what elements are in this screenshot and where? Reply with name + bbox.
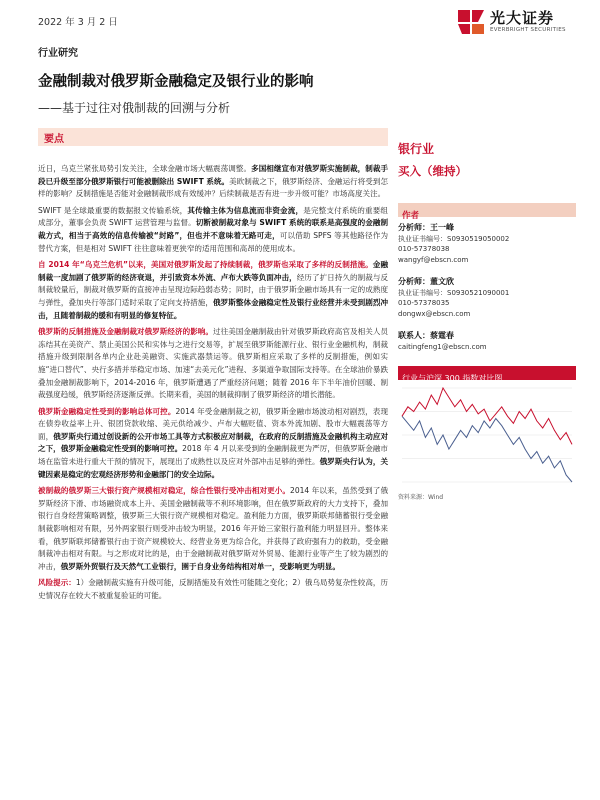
contact-name: 联系人：蔡霆春 (398, 331, 454, 340)
analyst-card (398, 223, 588, 265)
intro-text-a: 近日，乌克兰紧张局势引发关注，全球金融市场大幅震荡调整。 (38, 164, 252, 173)
analyst-name: 分析师：王一峰 (398, 223, 454, 232)
industry-label: 银行业 (398, 142, 435, 156)
chart-header (398, 366, 576, 383)
risk-text: 1）金融制裁实施有升级可能，反制措施及有效性可能随之变化；2）俄乌局势复杂性较高，历史情况存在较大不被重复验证的可能。 (38, 578, 388, 600)
countermeasures-heading: 俄罗斯的反制措施及金融制裁对俄罗斯经济的影响。 (38, 327, 214, 337)
swift-text-d: 切断被制裁对象与 SWIFT 系统的联系是高强度的金融制裁方式，相当于高效的信息传输被“封路”，但也并不意味着无路可走， (38, 218, 388, 240)
risk-heading: 风险提示： (38, 578, 76, 588)
chart-series-line-1 (402, 416, 572, 482)
analyst-license: 执业证书编号：S0930521090001 (398, 288, 510, 297)
contact-email[interactable]: caitingfeng1@ebscn.com (398, 342, 487, 351)
chart-source: 资料来源：Wind (398, 494, 444, 501)
rating-label: 买入（维持） (398, 164, 467, 178)
contact-card (398, 331, 588, 352)
authors-title: 作者 (402, 211, 420, 221)
history-text-b: 经历了扩日持久的制裁与反制裁较量后，制裁对俄罗斯的直接冲击呈现边际趋弱态势；同时，由于俄罗斯金融市场具有一定的成熟度与弹性，叠加央行等部门适时采取了定向支持措施， (38, 272, 388, 307)
logo-chinese-name: 光大证券 (490, 9, 555, 27)
banks-heading: 被制裁的俄罗斯三大银行资产规模相对稳定，综合性银行受冲击相对更小。 (38, 486, 291, 496)
analyst-license: 执业证书编号：S0930519050002 (398, 234, 510, 243)
sidebar (398, 140, 588, 352)
analyst-name: 分析师：董文欣 (398, 277, 454, 286)
paragraph-banks (38, 485, 388, 573)
chart-title: 行业与沪深 300 指数对比图 (402, 374, 503, 383)
report-subtitle: ——基于过往对俄制裁的回溯与分析 (38, 101, 231, 115)
paragraph-sanctions-history (38, 259, 388, 322)
key-points-title: 要点 (44, 134, 64, 145)
brand-logo (456, 6, 596, 42)
key-points-header (38, 128, 388, 146)
paragraph-swift (38, 205, 388, 255)
paragraph-financial-stability (38, 406, 388, 482)
stability-text-c: 2018 年 4 月以来受到的金融制裁更为严厉，但俄罗斯金融市场在监管未进行重大干预的情况下，展现出了成熟性以及应对外部冲击足够的弹性。 (38, 444, 388, 467)
banks-text-b: 俄罗斯外贸银行及天然气工业银行，圉于自身业务结构相对单一，受影响更为明显。 (60, 561, 340, 571)
authors-header (398, 203, 576, 221)
analyst-email[interactable]: wangyf@ebscn.com (398, 255, 469, 264)
analyst-phone: 010-57378038 (398, 245, 450, 253)
report-date: 2022 年 3 月 2 日 (38, 17, 118, 28)
swift-text-a: SWIFT 是全球最重要的数据报文传输系统， (38, 205, 188, 215)
countermeasures-text: 过往美国金融制裁由针对俄罗斯政府高官及相关人员冻结其在美资产、禁止美国公民和实体与之进行交易等，扩展至俄罗斯能源行业、银行业金融机构，制裁措施升级到限制各单内企业赴美融资、实施武器禁运等。俄罗斯相应采取了多样的反制措施，例如实施“进口替代”、央行多措并举稳定市场、加速“去美元化”进程、多渠道争取国际支持等。在全球油价暴跌叠加金融制裁影响下，2014-2016 年，俄罗斯遭遇了严重经济问题；随着 2016 年下半年油价回暖、制裁强度趋缓，俄罗斯经济逐渐反弹。长期来看，美国的制裁抑制了俄罗斯经济的增长潜能。 (38, 327, 388, 400)
banks-text-a: 2014 年以来，虽然受到了俄罗斯经济下滑、市场融资成本上升、美国金融制裁等不利环境影响，但在俄罗斯政府的大力支持下，叠加银行自身经营策略调整，俄罗斯三大银行资产规模相对稳定。盈利能力方面，俄罗斯联邦储蓄银行受金融制裁影响相对有限，另外两家银行则受冲击较为明显，2016 年开始三家银行盈利能力明显回升。整体来看，俄罗斯联邦储蓄银行由于资产规模较大、经营业务更为综合化，并获得了政府强有力的救助，受金融制裁冲击相对有限。与之形成对比的是，由于金融制裁对俄罗斯对外贸易、能源行业等产生了较为剧烈的冲击， (38, 486, 388, 571)
stability-text-b: 俄罗斯央行通过创设新的公开市场工具等方式积极应对制裁，在政府的反制措施及金融机构主动应对之下，俄罗斯金融稳定性受到的影响可控。 (38, 431, 388, 454)
analyst-card (398, 277, 588, 319)
swift-text-b: 其传输主体为信息流而非资金流， (187, 205, 304, 215)
stability-text-a: 2014 年受金融制裁之初，俄罗斯金融市场波动相对剧烈，表现在债券收益率上升、银团贷款收缩、美元供给减少、卢布大幅贬值、资本外流加剧、股市大幅震荡等方面， (38, 406, 388, 441)
stability-heading: 俄罗斯金融稳定性受到的影响总体可控。 (38, 406, 176, 416)
swift-text-e: 可以借助 SPFS 等其他路径作为替代方案，但是相对 SWIFT 往往意味着更狭窄的适用范围和高昂的使用成本。 (38, 230, 389, 253)
chart-series-line-2 (402, 388, 572, 444)
history-text-a: 金融制裁一度加剧了俄罗斯的经济衰退，并引致资本外流、卢布大跌等负面冲击， (38, 260, 388, 282)
chart-svg (398, 382, 576, 488)
stability-text-d: 俄罗斯央行认为，关键因素是稳定的宏观经济形势和金融部门的安全边际。 (38, 457, 388, 479)
paragraph-risk (38, 577, 388, 602)
logo-english-name: EVERBRIGHT SECURITIES (490, 27, 566, 33)
index-comparison-chart (398, 382, 576, 488)
swift-text-c: 是完整支付系统的重要组成部分，董事会负责 SWIFT 运营管理与监督。 (38, 205, 388, 228)
intro-text-b: 多国相继宣布对俄罗斯实施制裁，制裁手段已升级至部分俄罗斯银行可能被删除出 SWIFT 系统。 (38, 164, 388, 186)
report-title: 金融制裁对俄罗斯金融稳定及银行业的影响 (38, 74, 314, 90)
history-heading: 自 2014 年“乌克兰危机”以来，美国对俄罗斯发起了持续制裁，俄罗斯也采取了多样的反制措施。 (38, 260, 373, 270)
analyst-phone: 010-57378035 (398, 299, 450, 307)
paragraph-intro (38, 163, 388, 201)
intro-text-c: 美欧制裁之下，俄罗斯经济、金融运行将受到怎样的影响？反制措施是否能对金融制裁形成有效缓冲？后续制裁是否有进一步升级可能？市场高度关注。 (38, 176, 388, 199)
main-body (38, 163, 388, 607)
everbright-logo-icon (456, 6, 486, 36)
paragraph-countermeasures (38, 326, 388, 402)
report-category: 行业研究 (38, 48, 78, 59)
analyst-email[interactable]: dongwx@ebscn.com (398, 309, 471, 318)
history-text-c: 俄罗斯整体金融稳定性及银行业经营并未受到剧烈冲击，且随着制裁的缓和有明显的修复特征。 (38, 297, 388, 320)
